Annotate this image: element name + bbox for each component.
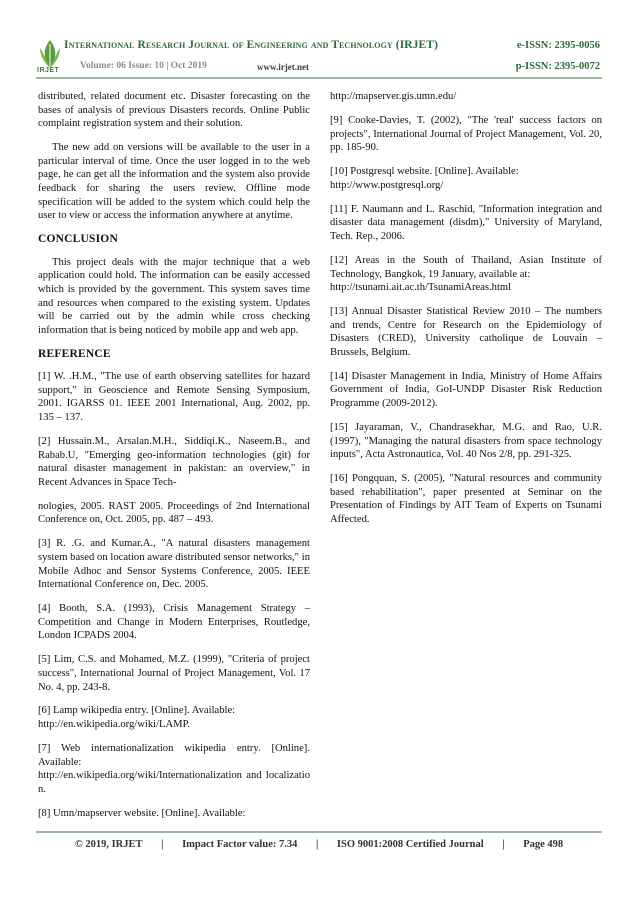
reference-item: [4] Booth, S.A. (1993), Crisis Management Strategy – Competition and Change in Modern Enterprises, Routledge, London ICPADS 2004. (38, 603, 310, 642)
conclusion-heading: CONCLUSION (38, 233, 118, 246)
body-paragraph: The new add on versions will be available to the user in a particular interval of time. Once the user logged in to the web page, he can get all the information and the system also provide feedback for sharing the users review. Offline mode specification will be added to the system which could help the user to view or access the information anywhere at anytime. (38, 142, 310, 222)
footer-separator: | (161, 839, 164, 850)
reference-item: [5] Lim, C.S. and Mohamed, M.Z. (1999), "Criteria of project success", International Journal of Project Management, Vol. 17 No. 4, pp. 243-8. (38, 654, 310, 693)
header-divider (36, 77, 602, 79)
reference-heading: REFERENCE (38, 347, 111, 360)
reference-item (38, 742, 310, 796)
left-column (38, 90, 310, 831)
footer-separator: | (315, 839, 319, 850)
reference-item: [14] Disaster Management in India, Ministry of Home Affairs Government of India, GoI-UNDP Disaster Risk Reduction Programme (2009-2012). (330, 370, 602, 410)
reference-item: [9] Cooke-Davies, T. (2002), "The 'real' success factors on projects", International Journal of Project Management, Vol. 20, pp. 185-90. (330, 114, 602, 154)
e-issn: e-ISSN: 2395-0056 (516, 40, 600, 51)
reference-text: [6] Lamp wikipedia entry. [Online]. Available: (38, 705, 236, 717)
footer-page-number: Page 498 (523, 839, 564, 850)
reference-item: [8] Umn/mapserver website. [Online]. Available: (38, 807, 246, 819)
reference-link[interactable]: http://en.wikipedia.org/wiki/LAMP. (38, 719, 190, 731)
logo-wordmark: IRJET (37, 67, 60, 74)
footer-iso: ISO 9001:2008 Certified Journal (336, 839, 484, 850)
reference-item (38, 704, 310, 731)
footer-impact-factor: Impact Factor value: 7.34 (182, 839, 298, 850)
reference-item: [16] Pongquan, S. (2005), "Natural resources and community based rehabilitation", paper presented at Seminar on the Presentation of Findings by AIT Team of Experts on Tsunami Affected. (330, 473, 602, 525)
reference-item: [13] Annual Disaster Statistical Review 2010 – The numbers and trends, Centre for Research on the Epidemiology of Disasters (CRED), University catholique de Louvain – Brussels, Belgium. (330, 306, 602, 358)
reference-text: [7] Web internationalization wikipedia entry. [Online]. Available: (38, 743, 310, 768)
reference-item: nologies, 2005. RAST 2005. Proceedings of 2nd International Conference on, Oct. 2005, pp. 487 – 493. (38, 500, 310, 526)
reference-link[interactable]: http://www.postgresql.org/ (330, 179, 444, 191)
body-paragraph: distributed, related document etc. Disaster forecasting on the bases of analysis of previous Disasters records. Online Public complaint registration system and their solution. (38, 91, 310, 130)
reference-item: [1] W. .H.M., "The use of earth observing satellites for hazard support," in Geoscience and Remote Sensing Symposium, 2001. IGARSS 01. IEEE 2001 International, Aug. 2002, pp. 135 – 137. (38, 371, 310, 424)
footer-separator: | (502, 839, 505, 850)
journal-website-link[interactable]: www.irjet.net (257, 62, 309, 72)
right-column (330, 90, 602, 537)
conclusion-paragraph: This project deals with the major technique that a web application could hold. The information can be easily accessed which is provided by the government. This system saves time and resources when compared to the existing system. Updates will be carried out by the admin while cross checking information that is being noticed by mobile app and web app. (38, 256, 310, 336)
page-header (0, 0, 638, 80)
reference-link[interactable]: http://mapserver.gis.umn.edu/ (330, 91, 457, 102)
reference-item (330, 254, 602, 295)
reference-item (330, 165, 602, 192)
reference-text: [10] Postgresql website. [Online]. Available: (330, 166, 519, 178)
reference-item: [11] F. Naumann and L. Raschid, "Information integration and disaster data management (disdm)," University of Maryland, Tech. Rep., 2006. (330, 203, 602, 242)
reference-item: [15] Jayaraman, V., Chandrasekhar, M.G. and Rao, U.R. (1997), "Managing the natural disasters from space technology inputs", Acta Astronautica, Vol. 40 Nos 2/8, pp. 291-325. (330, 422, 602, 461)
reference-item: [2] Hussain.M., Arsalan.M.H., Siddiqi.K., Naseem.B., and Rabab.U, "Emerging geo-information technologies (git) for natural disaster management in pakistan: an overview," in Recent Advances in Space Tech- (38, 436, 310, 488)
journal-title: International Research Journal of Engineering and Technology (IRJET) (64, 39, 439, 51)
reference-item: [3] R. .G. and Kumar.A., "A natural disasters management system based on location aware distributed sensor networks," in Mobile Adhoc and Sensor Systems Conference, 2005. IEEE International Conference on, Dec. 2005. (38, 538, 310, 591)
reference-link[interactable]: http://en.wikipedia.org/wiki/Internationalization and localization. (38, 770, 310, 795)
p-issn: p-ISSN: 2395-0072 (515, 61, 600, 72)
reference-link[interactable]: http://tsunami.ait.ac.th/TsunamiAreas.html (330, 282, 512, 294)
footer-divider (36, 831, 602, 833)
page-footer (36, 839, 602, 850)
reference-text: [12] Areas in the South of Thailand, Asian Institute of Technology, Bangkok, 19 January, available at: (330, 254, 602, 280)
volume-issue: Volume: 06 Issue: 10 | Oct 2019 (80, 61, 207, 71)
footer-copyright: © 2019, IRJET (74, 839, 143, 850)
